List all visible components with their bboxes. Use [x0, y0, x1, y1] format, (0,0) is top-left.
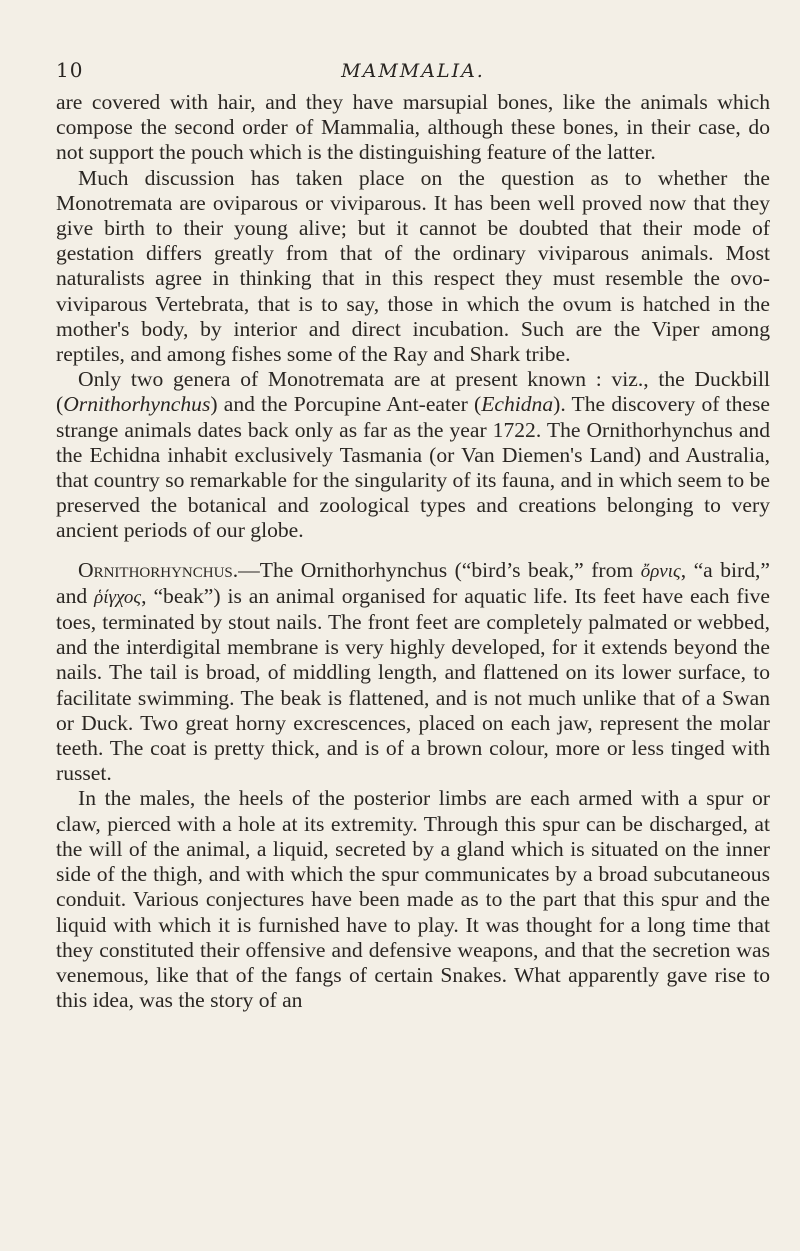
greek-word-ornis: ὄρνις [640, 560, 681, 582]
paragraph-ornithorhynchus [56, 558, 770, 787]
running-head [56, 0, 770, 90]
genus-name-ornithorhynchus: Ornithorhynchus [63, 392, 211, 417]
text-segment: , “a bird,” and [56, 557, 770, 608]
text-segment: , “beak”) is an animal organised for aquatic life. Its feet have each five toes, terminated by stout nails. The front feet are completely palmated or webbed, and the interdigital membrane is very highly developed, for it extends beyond the nails. The tail is broad, of middling length, and flattened on its lower surface, to facilitate swimming. The beak is flattened, and is not much unlike that of a Swan or Duck. Two great horny excrescences, placed on each jaw, represent the molar teeth. The coat is pretty thick, and is of a brown colour, more or less tinged with russet. [56, 583, 770, 786]
text-segment: ) and the Porcupine Ant-eater ( [210, 392, 482, 417]
page-number: 10 [56, 58, 84, 82]
paragraph-spur: In the males, the heels of the posterior limbs are each armed with a spur or claw, pierced with a hole at its extremity. Through this spur can be discharged, at the will of the animal, a liquid, secreted by a gland which is situated on the inner side of the thigh, and with which the spur communicates by a broad subcutaneous conduit. Various conjectures have been made as to the part that this spur and the liquid with which it is furnished have to play. It was thought for a long time that they constituted their offensive and defensive weapons, and that the secretion was venemous, like that of the fangs of certain Snakes. What apparently gave rise to this idea, was the story of an [56, 786, 770, 1013]
text-segment: Only two genera of Monotremata are at present known : viz., the Duckbill ( [56, 367, 770, 417]
paragraph-genera [56, 367, 770, 543]
genus-name-echidna: Echidna [481, 392, 554, 417]
text-segment: —The Ornithorhynchus (“bird’s beak,” from [238, 557, 641, 582]
paragraph-oviparous: Much discussion has taken place on the question as to whether the Monotremata are oviparous or viviparous. It has been well proved now that they give birth to their young alive; but it cannot be doubted that their mode of gestation differs greatly from that of the ordinary viviparous animals. Most naturalists agree in thinking that in this respect they must resemble the ovo-viviparous Vertebrata, that is to say, those in which the ovum is hatched in the mother's body, by interior and direct incubation. Such are the Viper among reptiles, and among fishes some of the Ray and Shark tribe. [56, 165, 770, 367]
section-heading: Ornithorhynchus. [78, 557, 239, 582]
running-title: MAMMALIA. [341, 60, 485, 82]
text-segment: ). The discovery of these strange animals dates back only as far as the year 1722. The Ornithorhynchus and the Echidna inhabit exclusively Tasmania (or Van Diemen's Land) and Australia, that country so remarkable for the singularity of its fauna, and in which seem to be preserved the botanical and zoological types and creations belonging to very ancient periods of our globe. [56, 392, 771, 543]
paragraph-continued: are covered with hair, and they have marsupial bones, like the animals which compose the second order of Mammalia, although these bones, in their case, do not support the pouch which is the distinguishing feature of the latter. [56, 90, 770, 165]
greek-word-rhynchos: ῥίγχος [94, 586, 142, 608]
body-text [56, 90, 770, 1013]
